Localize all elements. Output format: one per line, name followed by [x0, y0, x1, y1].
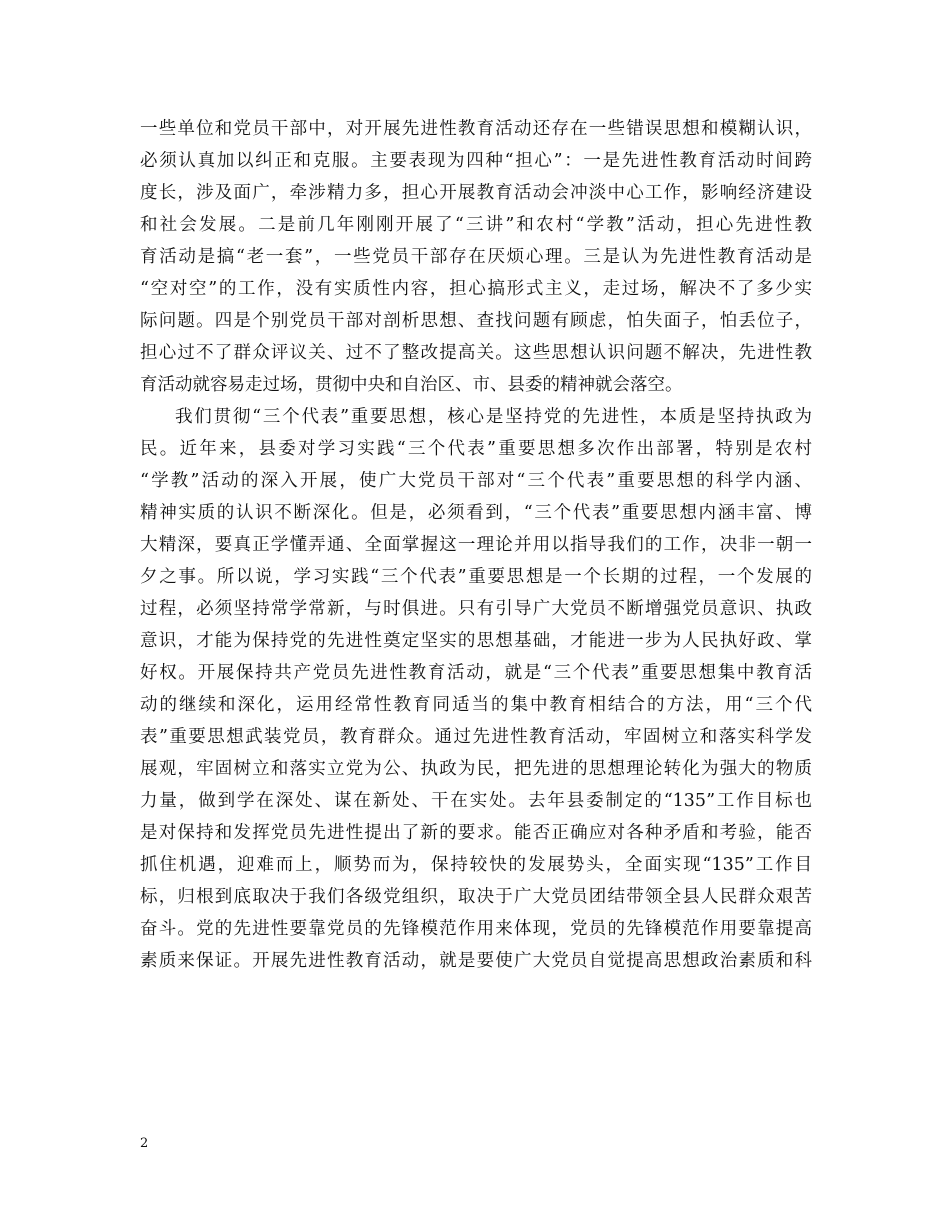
text-line: 力量，做到学在深处、谋在新处、干在实处。去年县委制定的“135”工作目标也 — [140, 791, 812, 811]
text-line: 育活动就容易走过场，贯彻中央和自治区、市、县委的精神就会落空。 — [140, 375, 683, 395]
document-body — [140, 113, 812, 977]
text-line: 育活动是搞“老一套”，一些党员干部存在厌烦心理。三是认为先进性教育活动是 — [140, 247, 812, 267]
text-line: 是对保持和发挥党员先进性提出了新的要求。能否正确应对各种矛盾和考验，能否 — [140, 823, 812, 843]
text-line: “学教”活动的深入开展，使广大党员干部对“三个代表”重要思想的科学内涵、 — [140, 471, 812, 491]
text-line: 意识，才能为保持党的先进性奠定坚实的思想基础，才能进一步为人民执好政、掌 — [140, 631, 812, 651]
text-line: 过程，必须坚持常学常新，与时俱进。只有引导广大党员不断增强党员意识、执政 — [140, 599, 812, 619]
text-line: 担心过不了群众评议关、过不了整改提高关。这些思想认识问题不解决，先进性教 — [140, 343, 812, 363]
text-line: 奋斗。党的先进性要靠党员的先锋模范作用来体现，党员的先锋模范作用要靠提高 — [140, 919, 812, 939]
text-line: 和社会发展。二是前几年刚刚开展了“三讲”和农村“学教”活动，担心先进性教 — [140, 215, 812, 235]
text-line: 际问题。四是个别党员干部对剖析思想、查找问题有顾虑，怕失面子，怕丢位子， — [140, 311, 812, 331]
text-line: 标，归根到底取决于我们各级党组织，取决于广大党员团结带领全县人民群众艰苦 — [140, 887, 812, 907]
text-line: 好权。开展保持共产党员先进性教育活动，就是“三个代表”重要思想集中教育活 — [140, 663, 812, 683]
text-line: 表”重要思想武装党员，教育群众。通过先进性教育活动，牢固树立和落实科学发 — [140, 727, 812, 747]
text-line: 动的继续和深化，运用经常性教育同适当的集中教育相结合的方法，用“三个代 — [140, 695, 812, 715]
text-line: 我们贯彻“三个代表”重要思想，核心是坚持党的先进性，本质是坚持执政为 — [175, 407, 812, 427]
text-line: 抓住机遇，迎难而上，顺势而为，保持较快的发展势头，全面实现“135”工作目 — [140, 855, 812, 875]
text-line: 度长，涉及面广，牵涉精力多，担心开展教育活动会冲淡中心工作，影响经济建设 — [140, 183, 812, 203]
text-line: 必须认真加以纠正和克服。主要表现为四种“担心”：一是先进性教育活动时间跨 — [140, 151, 812, 171]
text-line: “空对空”的工作，没有实质性内容，担心搞形式主义，走过场，解决不了多少实 — [140, 279, 812, 299]
text-line: 夕之事。所以说，学习实践“三个代表”重要思想是一个长期的过程，一个发展的 — [140, 567, 812, 587]
page-number: 2 — [140, 1136, 149, 1151]
text-line: 大精深，要真正学懂弄通、全面掌握这一理论并用以指导我们的工作，决非一朝一 — [140, 535, 812, 555]
text-line: 展观，牢固树立和落实立党为公、执政为民，把先进的思想理论转化为强大的物质 — [140, 759, 812, 779]
text-line: 素质来保证。开展先进性教育活动，就是要使广大党员自觉提高思想政治素质和科 — [140, 951, 812, 971]
paragraph-2 — [140, 401, 812, 977]
text-line: 一些单位和党员干部中，对开展先进性教育活动还存在一些错误思想和模糊认识， — [140, 119, 812, 139]
paragraph-1 — [140, 113, 812, 401]
text-line: 精神实质的认识不断深化。但是，必须看到，“三个代表”重要思想内涵丰富、博 — [140, 503, 812, 523]
text-line: 民。近年来，县委对学习实践“三个代表”重要思想多次作出部署，特别是农村 — [140, 439, 812, 459]
